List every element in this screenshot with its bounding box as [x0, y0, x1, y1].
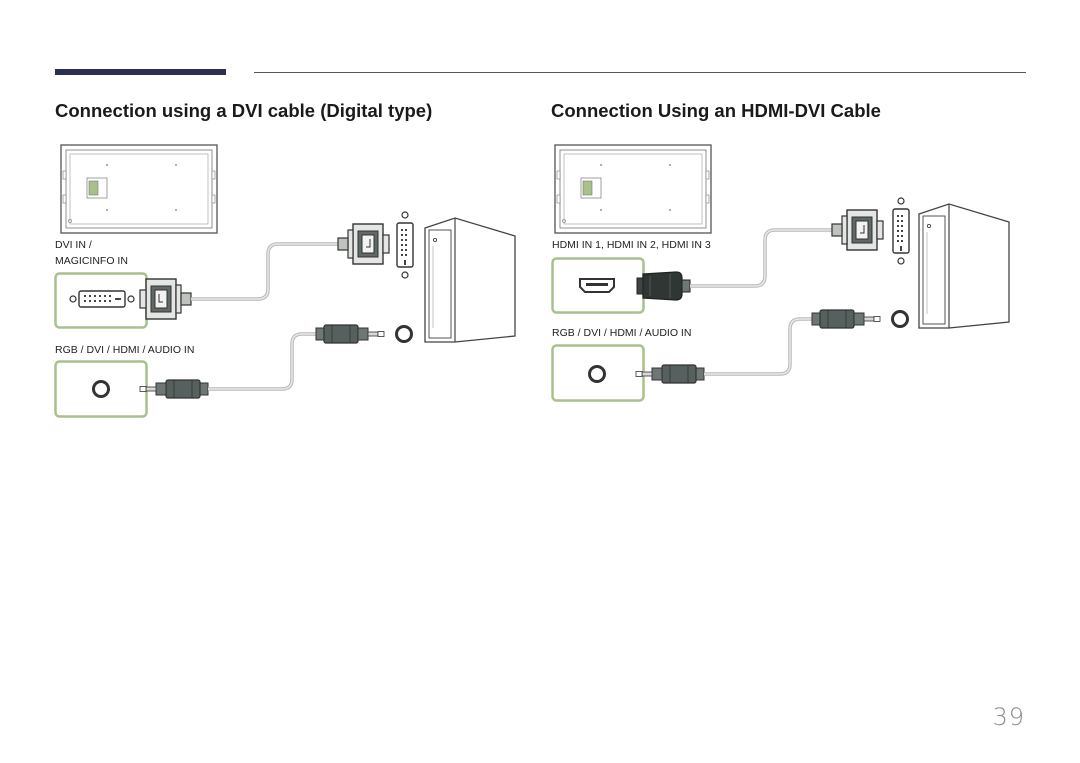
pc-audio-port: [397, 327, 412, 342]
audio-plug-pc: [316, 325, 384, 343]
pc-tower: [425, 218, 515, 342]
display-monitor: [61, 145, 217, 233]
section-title-hdmi-dvi: Connection Using an HDMI-DVI Cable: [551, 100, 881, 121]
audio-plug-display-2: [636, 365, 704, 383]
display-hdmi-port: [580, 279, 614, 292]
audio-plug-display: [140, 380, 208, 398]
dvi-plug-pc-2: [832, 210, 883, 250]
audio-cable: [208, 334, 316, 389]
display-audio-port: [94, 382, 109, 397]
dvi-cable: [191, 244, 338, 299]
dvi-plug-display: [140, 279, 191, 319]
section-title-dvi: Connection using a DVI cable (Digital type): [55, 100, 433, 121]
hdmi-dvi-cable: [690, 230, 832, 286]
audio-plug-pc-2: [812, 310, 880, 328]
audio-cable-2: [704, 319, 812, 374]
page-number: 39: [992, 703, 1025, 731]
label-audio-in: RGB / DVI / HDMI / AUDIO IN: [55, 344, 195, 356]
dvi-plug-pc: [338, 224, 389, 264]
pc-dvi-port-2: [893, 198, 909, 264]
label-dvi-magicinfo-in: DVI IN / MAGICINFO IN: [55, 239, 128, 267]
display-dvi-port: [70, 291, 134, 307]
display-monitor-2: [555, 145, 711, 233]
pc-dvi-port: [397, 212, 413, 278]
pc-tower-2: [919, 204, 1009, 328]
label-audio-in-2: RGB / DVI / HDMI / AUDIO IN: [552, 327, 692, 339]
display-audio-port-2: [590, 367, 605, 382]
label-hdmi-in: HDMI IN 1, HDMI IN 2, HDMI IN 3: [552, 239, 711, 251]
hdmi-plug: [637, 272, 690, 300]
pc-audio-port-2: [893, 312, 908, 327]
